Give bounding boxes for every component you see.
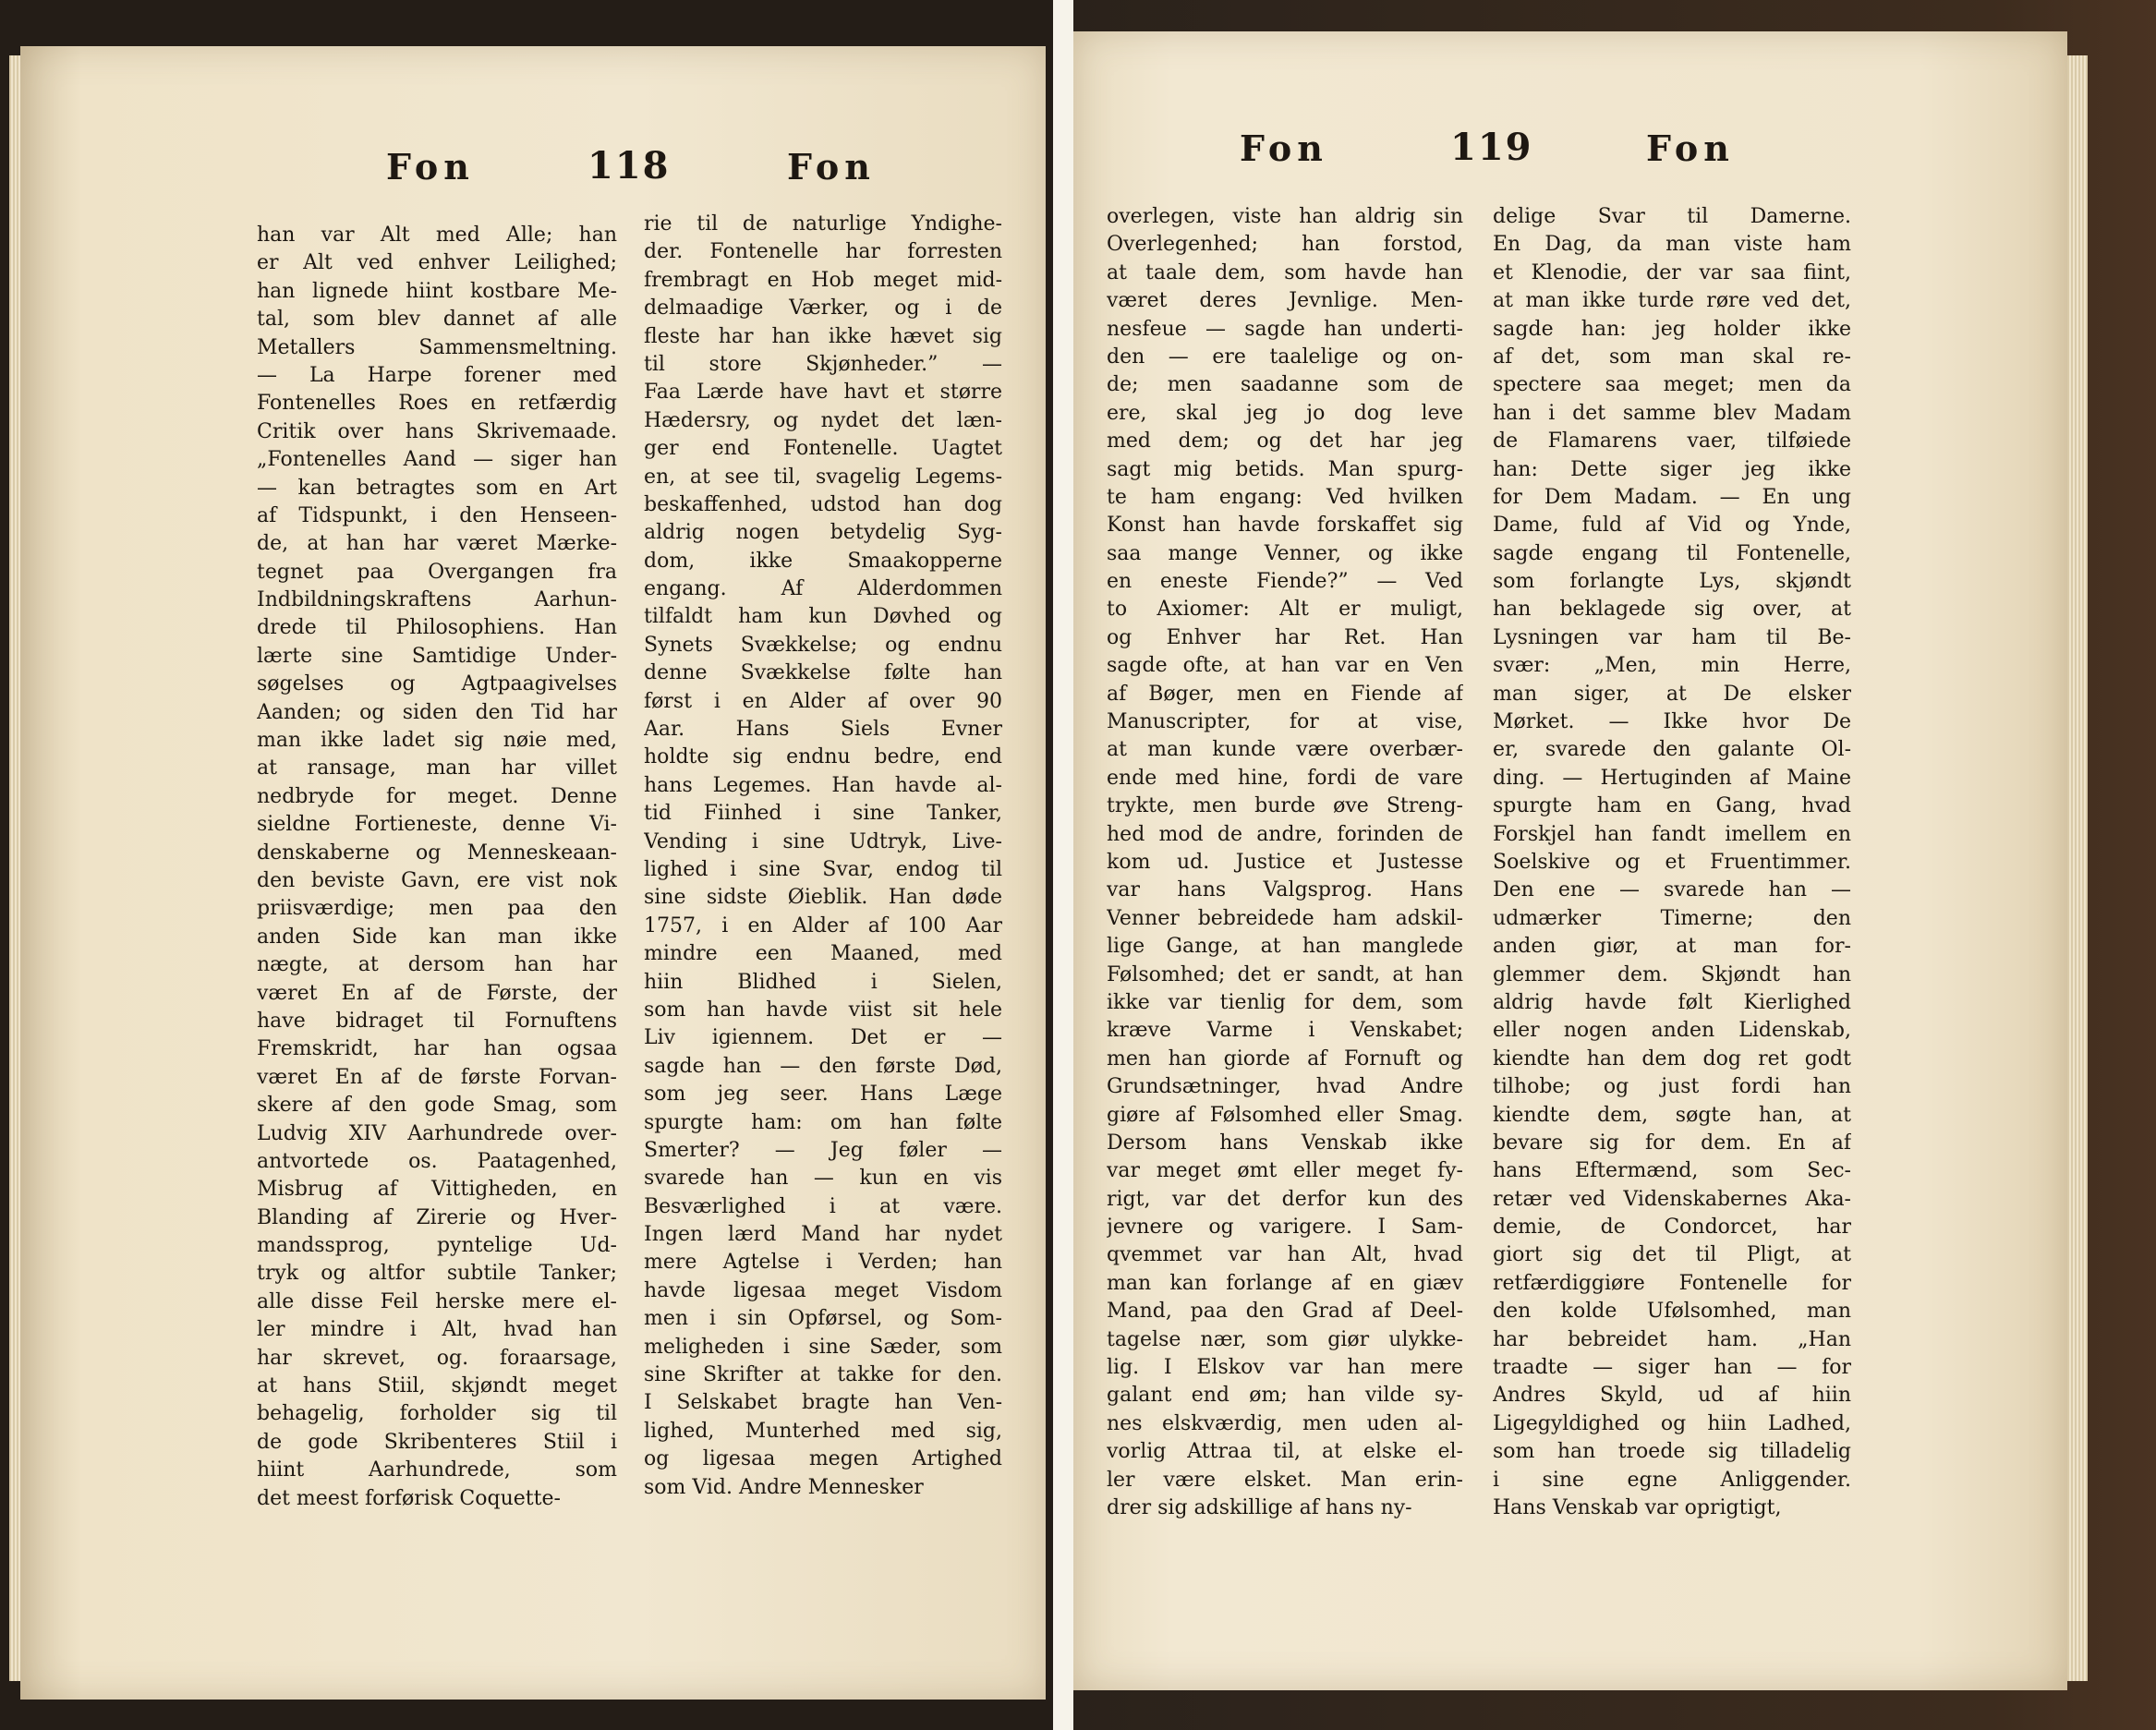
text-line: Konst han havde forskaffet sig xyxy=(1107,514,1463,538)
text-line: frembragt en Hob meget mid- xyxy=(644,268,1002,292)
text-line: mere Agtelse i Verden; han xyxy=(644,1251,1002,1275)
text-line: overlegen, viste han aldrig sin xyxy=(1107,205,1463,228)
text-line: var hans Valgsprog. Hans xyxy=(1107,878,1463,902)
right-page-header-left-word: Fon xyxy=(1240,127,1328,169)
text-line: og ligesaa megen Artighed xyxy=(644,1447,1002,1471)
text-line: hiint Aarhundrede, som xyxy=(257,1458,617,1482)
text-line: mindre een Maaned, med xyxy=(644,942,1002,966)
text-line: nesfeue — sagde han underti- xyxy=(1107,317,1463,341)
text-line: delmaadige Værker, og i de xyxy=(644,296,1002,321)
scan-gutter-divider xyxy=(1053,0,1073,1730)
text-line: kiendte han dem dog ret godt xyxy=(1493,1046,1851,1071)
left-page-header-right-word: Fon xyxy=(787,146,876,188)
text-line: lighed i sine Svar, endog til xyxy=(644,857,1002,881)
text-line: tid Fiinhed i sine Tanker, xyxy=(644,802,1002,826)
text-line: en eneste Fiende?” — Ved xyxy=(1107,570,1463,594)
text-line: Ingen lærd Mand har nydet xyxy=(644,1223,1002,1247)
text-line: at man kunde være overbær- xyxy=(1107,738,1463,762)
text-line: men han giorde af Fornuft og xyxy=(1107,1046,1463,1071)
text-line: Grundsætninger, hvad Andre xyxy=(1107,1075,1463,1099)
text-line: været En af de Første, der xyxy=(257,981,617,1005)
text-line: Dame, fuld af Vid og Ynde, xyxy=(1493,514,1851,538)
text-line: glemmer dem. Skjøndt han xyxy=(1493,962,1851,986)
text-line: Mørket. — Ikke hvor De xyxy=(1493,710,1851,734)
text-line: Venner bebreidede ham adskil- xyxy=(1107,906,1463,930)
text-line: meligheden i sine Sæder, som xyxy=(644,1335,1002,1359)
text-line: Lysningen var ham til Be- xyxy=(1493,625,1851,649)
text-line: spectere saa meget; men da xyxy=(1493,373,1851,397)
text-line: Vending i sine Udtryk, Live- xyxy=(644,829,1002,853)
text-line: behagelig, forholder sig til xyxy=(257,1402,617,1426)
text-line: lærte sine Samtidige Under- xyxy=(257,644,617,668)
text-line: det meest forførisk Coquette- xyxy=(257,1486,561,1510)
text-line: Andres Skyld, ud af hiin xyxy=(1493,1384,1851,1408)
text-line: den beviste Gavn, ere vist nok xyxy=(257,868,617,892)
right-page-number: 119 xyxy=(1450,126,1533,169)
text-line: aldrig havde følt Kierlighed xyxy=(1493,990,1851,1014)
text-line: man ikke ladet sig nøie med, xyxy=(257,729,617,753)
text-line: Den ene — svarede han — xyxy=(1493,878,1851,902)
text-line: Manuscripter, for at vise, xyxy=(1107,710,1463,734)
text-line: Forskjel han fandt imellem en xyxy=(1493,822,1851,846)
text-line: at hans Stiil, skjøndt meget xyxy=(257,1374,617,1398)
text-line: drer sig adskillige af hans ny- xyxy=(1107,1495,1412,1519)
text-line: hans Legemes. Han havde al- xyxy=(644,773,1002,797)
text-line: giøre af Følsomhed eller Smag. xyxy=(1107,1103,1463,1127)
text-line: delige Svar til Damerne. xyxy=(1493,205,1851,228)
text-line: var meget ømt eller meget fy- xyxy=(1107,1159,1463,1183)
text-line: Soelskive og et Fruentimmer. xyxy=(1493,850,1851,874)
text-line: hed mod de andre, forinden de xyxy=(1107,822,1463,846)
text-line: et Klenodie, der var saa fiint, xyxy=(1493,260,1851,284)
right-page-header-right-word: Fon xyxy=(1646,127,1735,169)
text-line: te ham engang: Ved hvilken xyxy=(1107,485,1463,509)
left-page-number: 118 xyxy=(587,144,671,188)
text-line: som jeg seer. Hans Læge xyxy=(644,1083,1002,1107)
text-line: En Dag, da man viste ham xyxy=(1493,233,1851,257)
text-line: lighed, Munterhed med sig, xyxy=(644,1419,1002,1443)
text-line: ger end Fontenelle. Uagtet xyxy=(644,437,1002,461)
text-line: Synets Svækkelse; og endnu xyxy=(644,633,1002,657)
text-line: har bebreidet ham. „Han xyxy=(1493,1327,1851,1351)
text-line: Liv igiennem. Det er — xyxy=(644,1026,1002,1050)
text-line: lige Gange, at han manglede xyxy=(1107,935,1463,959)
left-page-header-left-word: Fon xyxy=(386,146,475,188)
text-line: giort sig det til Pligt, at xyxy=(1493,1243,1851,1267)
text-line: han i det samme blev Madam xyxy=(1493,401,1851,425)
text-line: han: Dette siger jeg ikke xyxy=(1493,457,1851,481)
text-line: kom ud. Justice et Justesse xyxy=(1107,850,1463,874)
text-line: de gode Skribenteres Stiil i xyxy=(257,1430,617,1454)
text-line: ler være elsket. Man erin- xyxy=(1107,1468,1463,1492)
text-line: han beklagede sig over, at xyxy=(1493,598,1851,622)
text-line: der. Fontenelle har forresten xyxy=(644,240,1002,264)
text-line: Indbildningskraftens Aarhun- xyxy=(257,588,617,612)
text-line: eller nogen anden Lidenskab, xyxy=(1493,1019,1851,1043)
text-line: tegnet paa Overgangen fra xyxy=(257,560,617,584)
text-line: de, at han har været Mærke- xyxy=(257,532,617,556)
text-line: af det, som man skal re- xyxy=(1493,345,1851,369)
text-line: Faa Lærde have havt et større xyxy=(644,381,1002,405)
text-line: holdte sig endnu bedre, end xyxy=(644,745,1002,769)
text-line: Critik over hans Skrivemaade. xyxy=(257,419,617,443)
text-line: anden giør, at man for- xyxy=(1493,935,1851,959)
text-line: ding. — Hertuginden af Maine xyxy=(1493,766,1851,790)
text-line: engang. Af Alderdommen xyxy=(644,577,1002,601)
text-line: demie, de Condorcet, har xyxy=(1493,1216,1851,1240)
text-line: ende med hine, fordi de vare xyxy=(1107,766,1463,790)
text-line: Aanden; og siden den Tid har xyxy=(257,700,617,724)
text-line: traadte — siger han — for xyxy=(1493,1356,1851,1380)
text-line: — La Harpe forener med xyxy=(257,363,617,387)
text-line: aldrig nogen betydelig Syg- xyxy=(644,521,1002,545)
left-page-column-1 xyxy=(257,222,617,1513)
text-line: I Selskabet bragte han Ven- xyxy=(644,1391,1002,1415)
text-line: søgelses og Agtpaagivelses xyxy=(257,672,617,696)
text-line: som Vid. Andre Mennesker xyxy=(644,1475,924,1499)
text-line: Ludvig XIV Aarhundrede over- xyxy=(257,1121,617,1145)
text-line: ere, skal jeg jo dog leve xyxy=(1107,401,1463,425)
text-line: men i sin Opførsel, og Som- xyxy=(644,1307,1002,1331)
text-line: Fremskridt, har han ogsaa xyxy=(257,1037,617,1061)
text-line: af Bøger, men en Fiende af xyxy=(1107,682,1463,706)
text-line: ler mindre i Alt, hvad han xyxy=(257,1318,617,1342)
text-line: med dem; og det har jeg xyxy=(1107,429,1463,454)
left-page-column-2 xyxy=(644,211,1002,1502)
text-line: som forlangte Lys, skjøndt xyxy=(1493,570,1851,594)
text-line: at man ikke turde røre ved det, xyxy=(1493,289,1851,313)
text-line: han var Alt med Alle; han xyxy=(257,224,617,247)
text-line: Følsomhed; det er sandt, at han xyxy=(1107,962,1463,986)
text-line: at taale dem, som havde han xyxy=(1107,260,1463,284)
text-line: tilfaldt ham kun Døvhed og xyxy=(644,605,1002,629)
text-line: nes elskværdig, men uden al- xyxy=(1107,1411,1463,1435)
text-line: man siger, at De elsker xyxy=(1493,682,1851,706)
text-line: at ransage, man har villet xyxy=(257,756,617,780)
text-line: Dersom hans Venskab ikke xyxy=(1107,1131,1463,1155)
text-line: „Fontenelles Aand — siger han xyxy=(257,448,617,472)
text-line: bevare sig for dem. En af xyxy=(1493,1131,1851,1155)
text-line: priisværdige; men paa den xyxy=(257,897,617,921)
text-line: to Axiomer: Alt er muligt, xyxy=(1107,598,1463,622)
text-line: havde ligesaa meget Visdom xyxy=(644,1278,1002,1302)
text-line: tal, som blev dannet af alle xyxy=(257,308,617,332)
text-line: til store Skjønheder.” — xyxy=(644,352,1002,376)
text-line: har skrevet, og. foraarsage, xyxy=(257,1346,617,1370)
text-line: mandssprog, pyntelige Ud- xyxy=(257,1234,617,1258)
text-line: Besværlighed i at være. xyxy=(644,1194,1002,1218)
text-line: sagde ofte, at han var en Ven xyxy=(1107,654,1463,678)
text-line: været deres Jevnlige. Men- xyxy=(1107,289,1463,313)
text-line: Misbrug af Vittigheden, en xyxy=(257,1178,617,1202)
text-line: sagde han — den første Død, xyxy=(644,1054,1002,1078)
text-line: 1757, i en Alder af 100 Aar xyxy=(644,913,1002,938)
text-line: antvortede os. Paatagenhed, xyxy=(257,1149,617,1173)
text-line: hans Eftermænd, som Sec- xyxy=(1493,1159,1851,1183)
text-line: Ligegyldighed og hiin Ladhed, xyxy=(1493,1411,1851,1435)
text-line: tagelse nær, som giør ulykke- xyxy=(1107,1327,1463,1351)
text-line: han lignede hiint kostbare Me- xyxy=(257,279,617,303)
text-line: rie til de naturlige Yndighe- xyxy=(644,212,1002,236)
text-line: spurgte ham: om han følte xyxy=(644,1110,1002,1134)
text-line: først i en Alder af over 90 xyxy=(644,689,1002,713)
text-line: qvemmet var han Alt, hvad xyxy=(1107,1243,1463,1267)
text-line: udmærker Timerne; den xyxy=(1493,906,1851,930)
text-line: nægte, at dersom han har xyxy=(257,953,617,977)
text-line: have bidraget til Fornuftens xyxy=(257,1009,617,1033)
text-line: sagt mig betids. Man spurg- xyxy=(1107,457,1463,481)
text-line: Mand, paa den Grad af Deel- xyxy=(1107,1300,1463,1324)
right-page-column-1 xyxy=(1107,203,1463,1522)
text-line: vorlig Attraa til, at elske el- xyxy=(1107,1440,1463,1464)
text-line: sagde engang til Fontenelle, xyxy=(1493,541,1851,565)
text-line: skere af den gode Smag, som xyxy=(257,1094,617,1118)
text-line: man kan forlange af en giæv xyxy=(1107,1271,1463,1295)
text-line: alle disse Feil herske mere el- xyxy=(257,1289,617,1313)
text-line: denskaberne og Menneskeaan- xyxy=(257,841,617,865)
text-line: ikke var tienlig for dem, som xyxy=(1107,990,1463,1014)
text-line: som han troede sig tilladelig xyxy=(1493,1440,1851,1464)
text-line: Aar. Hans Siels Evner xyxy=(644,718,1002,742)
text-line: og Enhver har Ret. Han xyxy=(1107,625,1463,649)
text-line: beskaffenhed, udstod han dog xyxy=(644,492,1002,516)
text-line: jevnere og varigere. I Sam- xyxy=(1107,1216,1463,1240)
text-line: Blanding af Zirerie og Hver- xyxy=(257,1205,617,1229)
text-line: svær: „Men, min Herre, xyxy=(1493,654,1851,678)
text-line: de Flamarens vaer, tilføiede xyxy=(1493,429,1851,454)
text-line: er Alt ved enhver Leilighed; xyxy=(257,251,617,275)
text-line: Overlegenhed; han forstod, xyxy=(1107,233,1463,257)
text-line: lig. I Elskov var han mere xyxy=(1107,1356,1463,1380)
text-line: de; men saadanne som de xyxy=(1107,373,1463,397)
text-line: dom, ikke Smaakopperne xyxy=(644,549,1002,573)
text-line: været En af de første Forvan- xyxy=(257,1065,617,1089)
text-line: drede til Philosophiens. Han xyxy=(257,616,617,640)
text-line: anden Side kan man ikke xyxy=(257,925,617,949)
text-line: hiin Blidhed i Sielen, xyxy=(644,970,1002,994)
text-line: kiendte dem, søgte han, at xyxy=(1493,1103,1851,1127)
text-line: for Dem Madam. — En ung xyxy=(1493,485,1851,509)
text-line: tilhobe; og just fordi han xyxy=(1493,1075,1851,1099)
text-line: trykte, men burde øve Streng- xyxy=(1107,794,1463,818)
text-line: den — ere taalelige og on- xyxy=(1107,345,1463,369)
text-line: sagde han: jeg holder ikke xyxy=(1493,317,1851,341)
text-line: er, svarede den galante Ol- xyxy=(1493,738,1851,762)
text-line: retfærdiggiøre Fontenelle for xyxy=(1493,1271,1851,1295)
right-page-edges xyxy=(2067,55,2088,1681)
text-line: kræve Varme i Venskabet; xyxy=(1107,1019,1463,1043)
text-line: sine Skrifter at takke for den. xyxy=(644,1363,1002,1387)
text-line: galant end øm; han vilde sy- xyxy=(1107,1384,1463,1408)
text-line: Hædersry, og nydet det læn- xyxy=(644,408,1002,432)
text-line: — kan betragtes som en Art xyxy=(257,476,617,500)
text-line: denne Svækkelse følte han xyxy=(644,661,1002,685)
text-line: fleste har han ikke hævet sig xyxy=(644,324,1002,348)
text-line: Fontenelles Roes en retfærdig xyxy=(257,392,617,416)
text-line: svarede han — kun en vis xyxy=(644,1167,1002,1191)
text-line: i sine egne Anliggender. xyxy=(1493,1468,1851,1492)
text-line: retær ved Videnskabernes Aka- xyxy=(1493,1187,1851,1211)
text-line: som han havde viist sit hele xyxy=(644,998,1002,1022)
text-line: Smerter? — Jeg føler — xyxy=(644,1138,1002,1162)
text-line: saa mange Venner, og ikke xyxy=(1107,541,1463,565)
text-line: Metallers Sammensmeltning. xyxy=(257,335,617,359)
text-line: sine sidste Øieblik. Han døde xyxy=(644,886,1002,910)
text-line: Hans Venskab var oprigtigt, xyxy=(1493,1495,1782,1519)
text-line: sieldne Fortieneste, denne Vi- xyxy=(257,813,617,837)
text-line: spurgte ham en Gang, hvad xyxy=(1493,794,1851,818)
right-page-column-2 xyxy=(1493,203,1851,1522)
text-line: en, at see til, svagelig Legems- xyxy=(644,465,1002,489)
text-line: tryk og altfor subtile Tanker; xyxy=(257,1262,617,1286)
text-line: af Tidspunkt, i den Henseen- xyxy=(257,503,617,527)
text-line: den kolde Ufølsomhed, man xyxy=(1493,1300,1851,1324)
text-line: nedbryde for meget. Denne xyxy=(257,784,617,808)
text-line: rigt, var det derfor kun des xyxy=(1107,1187,1463,1211)
